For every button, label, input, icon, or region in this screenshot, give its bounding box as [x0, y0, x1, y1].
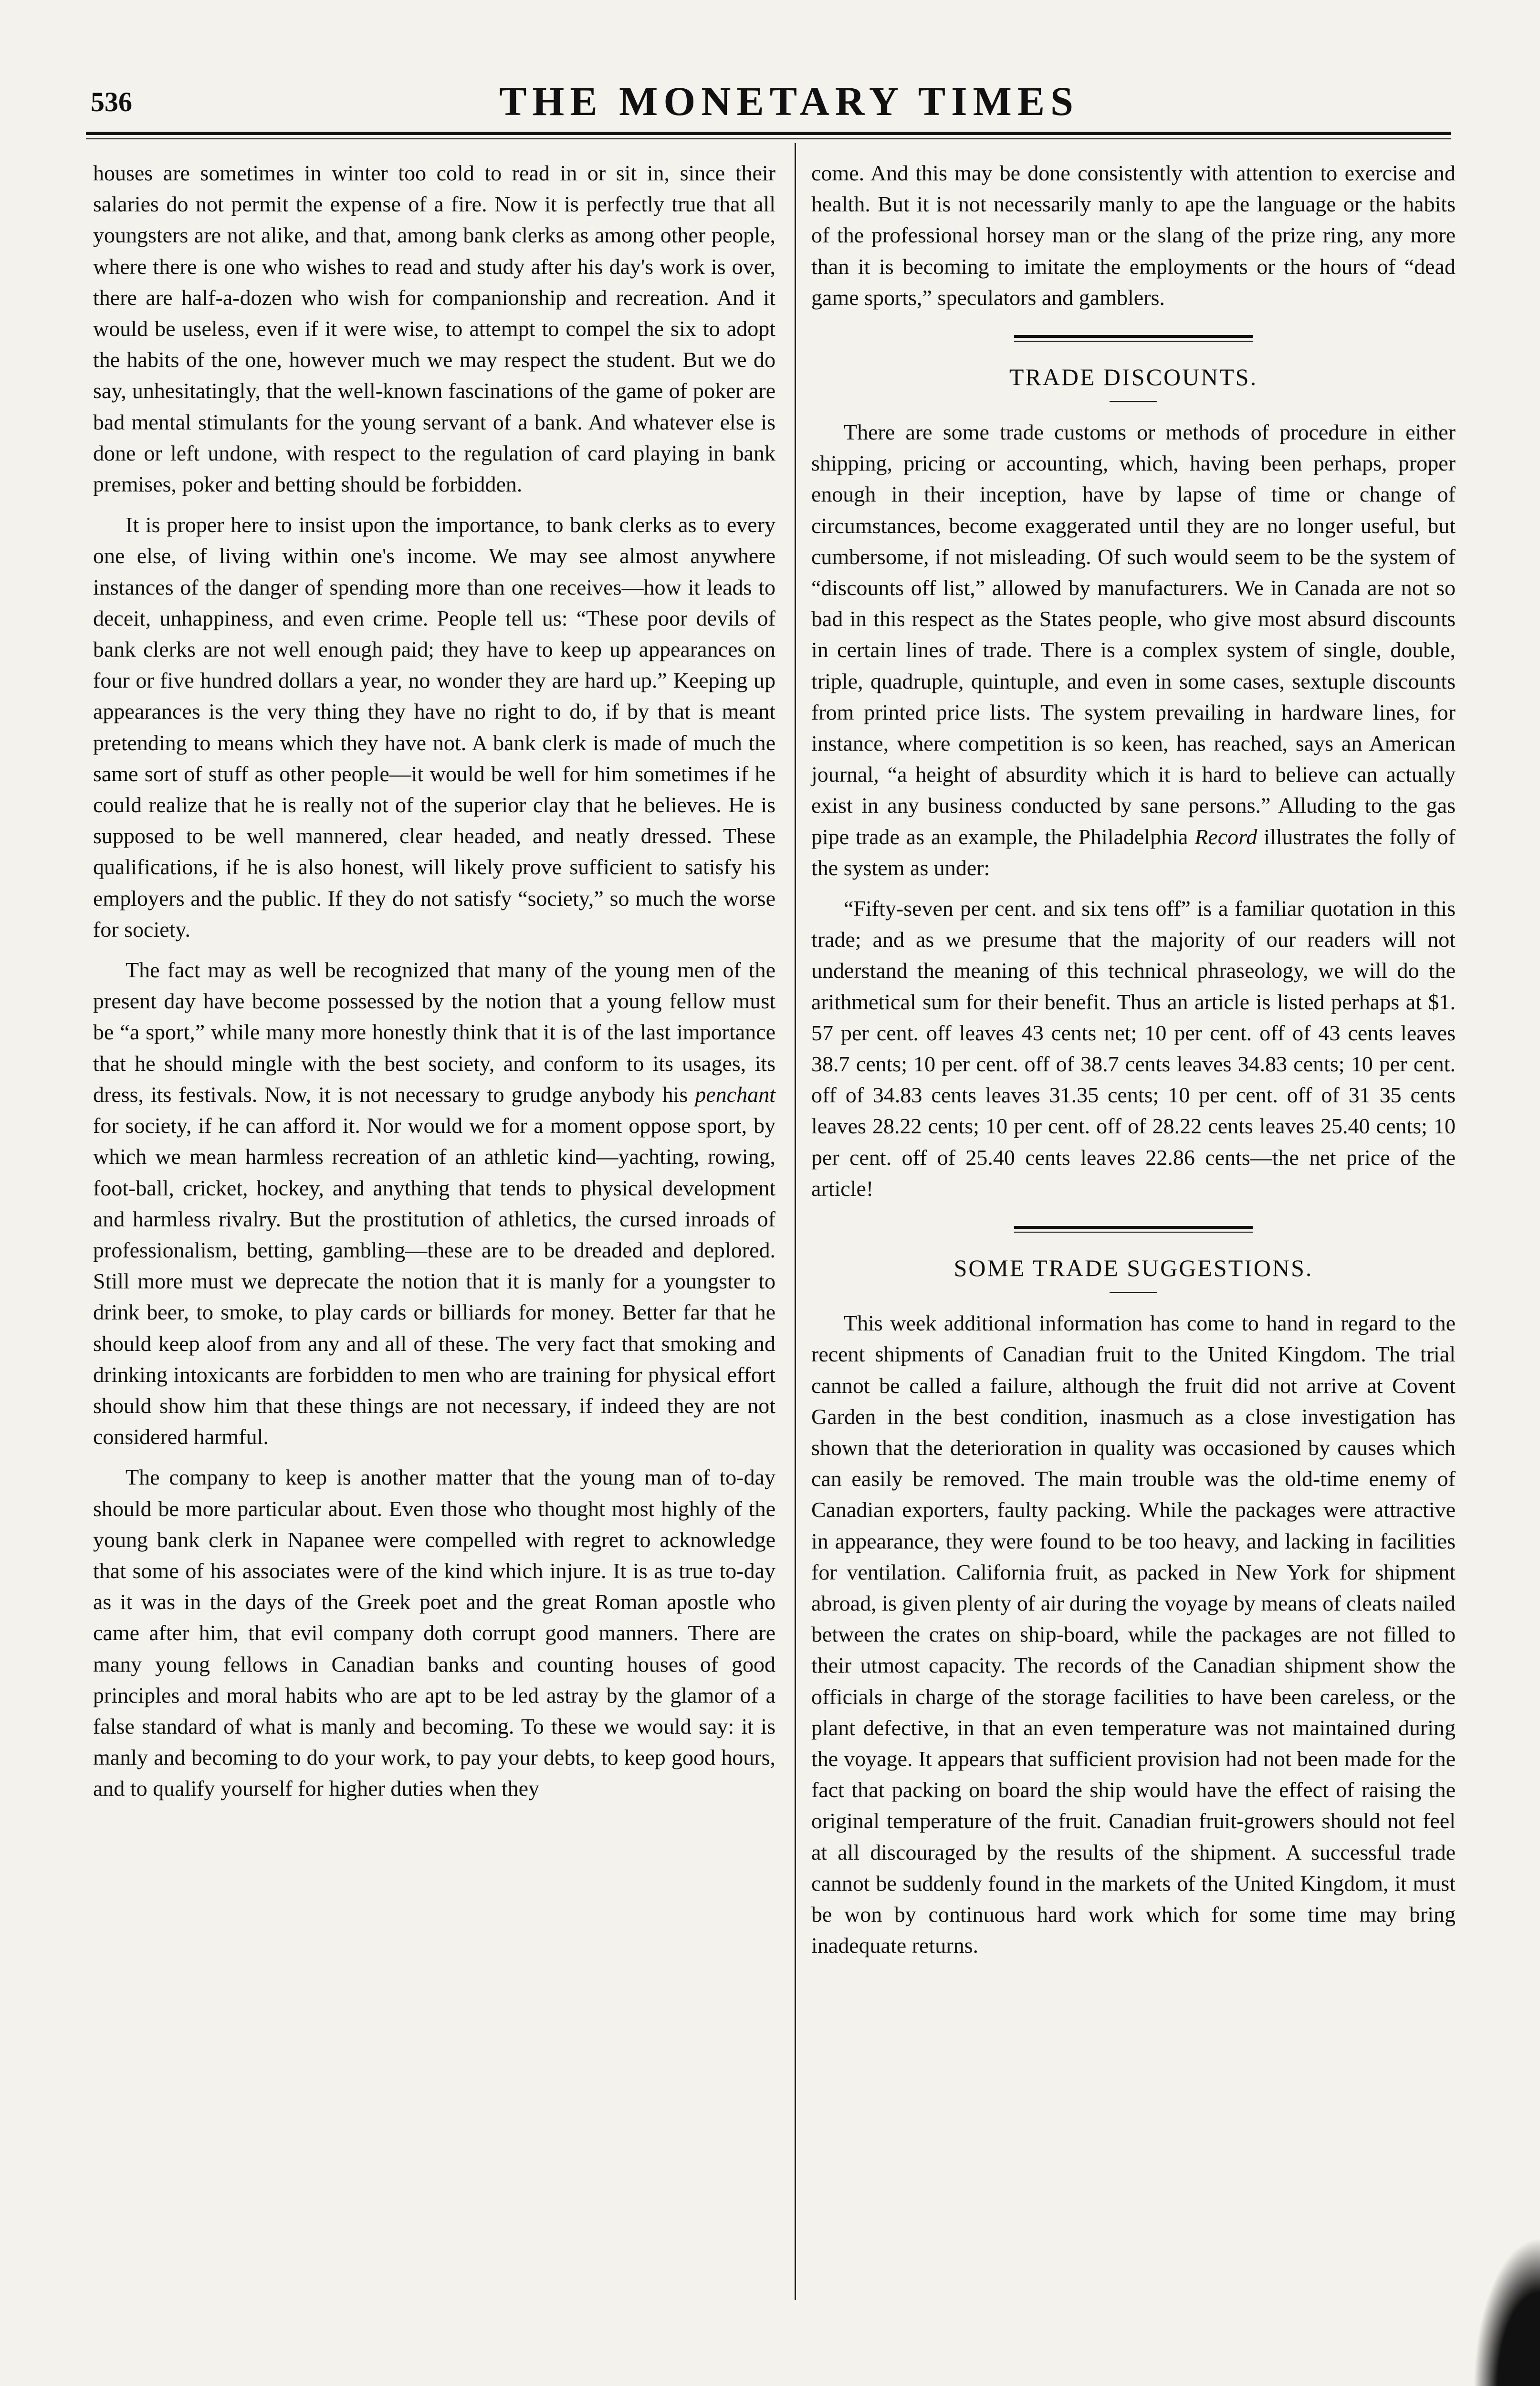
short-rule [1110, 401, 1157, 402]
section-separator [1014, 1226, 1253, 1233]
italic-word: Record [1194, 824, 1257, 849]
paragraph: come. And this may be done consistently with attention to exercise and health. But it is not necessarily manly to ape the language or the habits of the professional horsey man or the slang of the prize ring, any more than it is becoming to imitate the employments or the hours of “dead game sports,” speculators and gamblers. [811, 161, 1456, 310]
short-rule [1110, 1292, 1157, 1293]
paragraph [811, 417, 1456, 883]
left-column [93, 157, 775, 1804]
journal-title: THE MONETARY TIMES [499, 78, 1079, 124]
paragraph: It is proper here to insist upon the importance, to bank clerks as to every one else, of living within one's income. We may see almost anywhere instances of the danger of spending more than one receives—how it leads to deceit, unhappiness, and even crime. People tell us: “These poor devils of bank clerks are not well enough paid; they have to keep up appearances on four or five hundred dollars a year, no wonder they are hard up.” Keeping up appearances is the very thing they have no right to do, if by that is meant pretending to means which they have not. A bank clerk is made of much the same sort of stuff as other people—it would be well for him sometimes if he could realize that he is really not of the superior clay that he believes. He is supposed to be well mannered, clear headed, and neatly dressed. These qualifications, if he is also honest, will likely prove sufficient to satisfy his employers and the public. If they do not satisfy “society,” so much the worse for society. [93, 513, 775, 942]
paragraph: houses are sometimes in winter too cold to read in or sit in, since their salaries do not permit the expense of a fire. Now it is perfectly true that all youngsters are not alike, and that, among bank clerks as among other people, where there is one who wishes to read and study after his day's work is over, there are half-a-dozen who wish for companionship and recreation. And it would be useless, even if it were wise, to attempt to compel the six to adopt the habits of the one, however much we may respect the student. But we do say, unhesitatingly, that the well-known fascinations of the game of poker are bad mental stimulants for the young servant of a bank. And whatever else is done or left undone, with respect to the regulation of card playing in bank premises, poker and betting should be forbidden. [93, 161, 775, 497]
text-span: The fact may as well be recognized that many of the young men of the present day have become possessed by the notion that a young fellow must be “a sport,” while many more honestly think that it is of the last importance that he should mingle with the best society, and conform to its usages, its dress, its festivals. Now, it is not necessary to grudge anybody his [93, 958, 775, 1107]
column-divider [795, 143, 796, 2300]
paragraph: The company to keep is another matter that the young man of to-day should be more particular about. Even those who thought most highly of the young bank clerk in Napanee were compelled with regret to acknowledge that some of his associates were of the kind which injure. It is as true to-day as it was in the days of the Greek poet and the great Roman apostle who came after him, that evil company doth corrupt good manners. There are many young fellows in Canadian banks and counting houses of good principles and moral habits who are apt to be led astray by the glamor of a false standard of what is manly and becoming. To these we would say: it is manly and becoming to do your work, to pay your debts, to keep good hours, and to qualify yourself for higher duties when they [93, 1465, 775, 1801]
paragraph: This week additional information has come to hand in regard to the recent shipments of Canadian fruit to the United Kingdom. The trial cannot be called a failure, although the fruit did not arrive at Covent Garden in the best condition, inasmuch as a close investigation has shown that the deterioration in quality was occasioned by causes which can easily be removed. The main trouble was the old-time enemy of Canadian exporters, faulty packing. While the packages were attractive in appearance, they were found to be too heavy, and lacking in facilities for ventilation. California fruit, as packed in New York for shipment abroad, is given plenty of air during the voyage by means of cleats nailed between the crates on ship-board, while the packages are not filled to their utmost capacity. The records of the Canadian shipment show the officials in charge of the storage facilities to have been careless, or the plant defective, in that an even temperature was not maintained during the voyage. It appears that sufficient provision had not been made for the fact that packing on board the ship would have the effect of raising the original temperature of the fruit. Canadian fruit-growers should not feel at all discouraged by the results of the shipment. A successful trade cannot be suddenly found in the markets of the United Kingdom, it must be won by continuous hard work which for some time may bring inadequate returns. [811, 1311, 1456, 1958]
section-heading: TRADE DISCOUNTS. [1009, 364, 1258, 391]
quoted-paragraph: “Fifty-seven per cent. and six tens off” is a familiar quotation in this trade; and as we presume that the majority of our readers will not understand the meaning of this technical phraseology, we will do the arithmetical sum for their benefit. Thus an article is listed perhaps at $1. 57 per cent. off leaves 43 cents net; 10 per cent. off of 43 cents leaves 38.7 cents; 10 per cent. off of 38.7 cents leaves 34.83 cents; 10 per cent. off of 34.83 cents leaves 31.35 cents; 10 per cent. off of 31 35 cents leaves 28.22 cents; 10 per cent. off of 28.22 cents leaves 25.40 cents; 10 per cent. off of 25.40 cents leaves 22.86 cents—the net price of the article! [811, 896, 1456, 1201]
right-column [811, 157, 1456, 1961]
page-number: 536 [91, 86, 132, 117]
header-rule-thin [86, 138, 1451, 139]
header-rule [86, 132, 1451, 135]
section-separator [1014, 335, 1253, 342]
page-corner-shadow [1473, 2237, 1540, 2386]
paragraph [93, 954, 775, 1452]
text-span: illustrates the folly of the system as under: [811, 824, 1456, 880]
text-span: There are some trade customs or methods of procedure in either shipping, pricing or accounting, which, having been perhaps, proper enough in their inception, have by lapse of time or change of circumstances, become exaggerated until they are no longer useful, but cumbersome, if not misleading. Of such would seem to be the system of “discounts off list,” allowed by manufacturers. We in Canada are not so bad in this respect as the States people, who give most absurd discounts in certain lines of trade. There is a complex system of single, double, triple, quadruple, quintuple, and even in some cases, sextuple discounts from printed price lists. The system prevailing in hardware lines, for instance, where competition is so keen, has reached, says an American journal, “a height of absurdity which it is hard to believe can actually exist in any business conducted by sane persons.” Alluding to the gas pipe trade as an example, the Philadelphia [811, 420, 1456, 849]
section-heading: SOME TRADE SUGGESTIONS. [953, 1255, 1313, 1282]
italic-word: penchant [695, 1082, 775, 1107]
text-span: for society, if he can afford it. Nor would we for a moment oppose sport, by which we mean harmless recreation of an athletic kind—yachting, rowing, foot-ball, cricket, hockey, and anything that tends to physical development and harmless rivalry. But the prostitution of athletics, the cursed inroads of professionalism, betting, gambling—these are to be dreaded and deplored. Still more must we deprecate the notion that it is manly for a youngster to drink beer, to smoke, to play cards or billiards for money. Better far that he should keep aloof from any and all of these. The very fact that smoking and drinking intoxicants are forbidden to men who are training for physical effort should show him that these things are not necessary, if indeed they are not considered harmful. [93, 1113, 775, 1449]
